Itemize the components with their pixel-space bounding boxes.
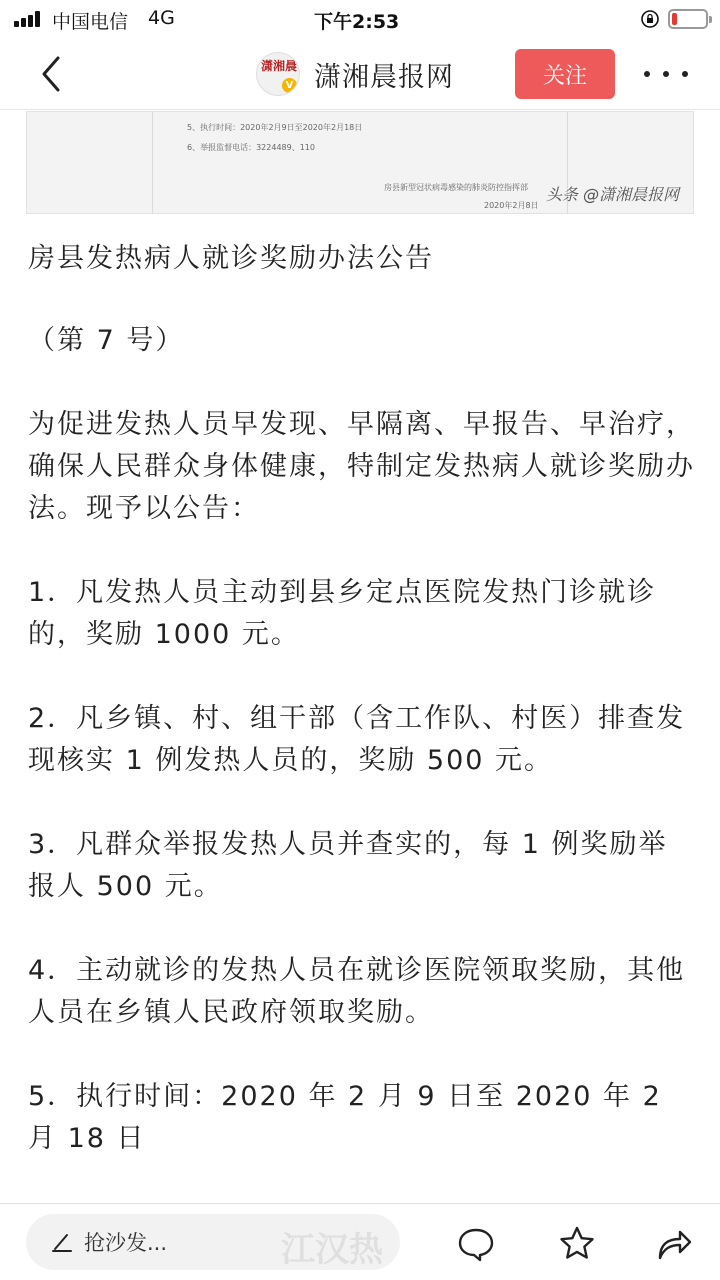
comment-placeholder: 抢沙发...: [84, 1231, 168, 1255]
article-item-2: 2．凡乡镇、村、组干部（含工作队、村医）排查发现核实 1 例发热人员的，奖励 500 元。: [28, 703, 686, 776]
article-item-1: 1．凡发热人员主动到县乡定点医院发热门诊就诊的，奖励 1000 元。: [28, 577, 657, 650]
comment-icon[interactable]: [456, 1224, 496, 1264]
article-item-3: 3．凡群众举报发热人员并查实的，每 1 例奖励举报人 500 元。: [28, 829, 668, 902]
rotation-lock-icon: [640, 9, 660, 29]
verified-badge-icon: V: [282, 78, 297, 93]
image-watermark: 头条 @潇湘晨报网: [545, 185, 679, 204]
follow-button[interactable]: 关注: [515, 49, 615, 99]
article-header: [0, 38, 720, 110]
article-item-5: 5．执行时间：2020 年 2 月 9 日至 2020 年 2 月 18 日: [28, 1081, 662, 1154]
favorite-star-icon[interactable]: [557, 1224, 597, 1264]
image-line-5: 5、执行时间：2020年2月9日至2020年2月18日: [187, 123, 363, 132]
network-type: 4G: [148, 7, 175, 29]
notice-number: （第 7 号）: [28, 325, 185, 356]
signal-strength-icon: [14, 11, 44, 27]
image-line-6: 6、举报监督电话：3224489、110: [187, 143, 315, 152]
logo-text: 潇湘晨: [261, 59, 298, 73]
chevron-left-icon: [30, 52, 74, 96]
comment-input[interactable]: [26, 1214, 400, 1270]
bottom-toolbar: [0, 1203, 720, 1280]
pen-icon: [50, 1230, 74, 1254]
more-options-icon[interactable]: [644, 62, 688, 86]
image-date: 2020年2月8日: [484, 201, 539, 210]
article-title: 房县发热病人就诊奖励办法公告: [28, 243, 434, 274]
image-signature: 房县新型冠状病毒感染的肺炎防控指挥部: [384, 183, 528, 192]
article-body: [28, 238, 696, 1202]
carrier-name: 中国电信: [52, 11, 129, 33]
article-item-4: 4．主动就诊的发热人员在就诊医院领取奖励，其他人员在乡镇人民政府领取奖励。: [28, 955, 686, 1028]
share-icon[interactable]: [654, 1224, 694, 1264]
back-button[interactable]: [30, 52, 74, 96]
notice-image[interactable]: [26, 111, 694, 214]
status-time: 下午2:53: [314, 11, 400, 33]
status-bar: [0, 0, 720, 38]
publisher-name[interactable]: 潇湘晨报网: [314, 61, 454, 93]
bottom-watermark: 江汉热: [281, 1230, 383, 1270]
publisher-avatar[interactable]: [256, 52, 300, 96]
battery-icon: [668, 9, 708, 29]
article-intro: 为促进发热人员早发现、早隔离、早报告、早治疗，确保人民群众身体健康，特制定发热病人就诊奖励办法。现予以公告：: [28, 409, 695, 524]
publisher-info[interactable]: [256, 52, 454, 96]
